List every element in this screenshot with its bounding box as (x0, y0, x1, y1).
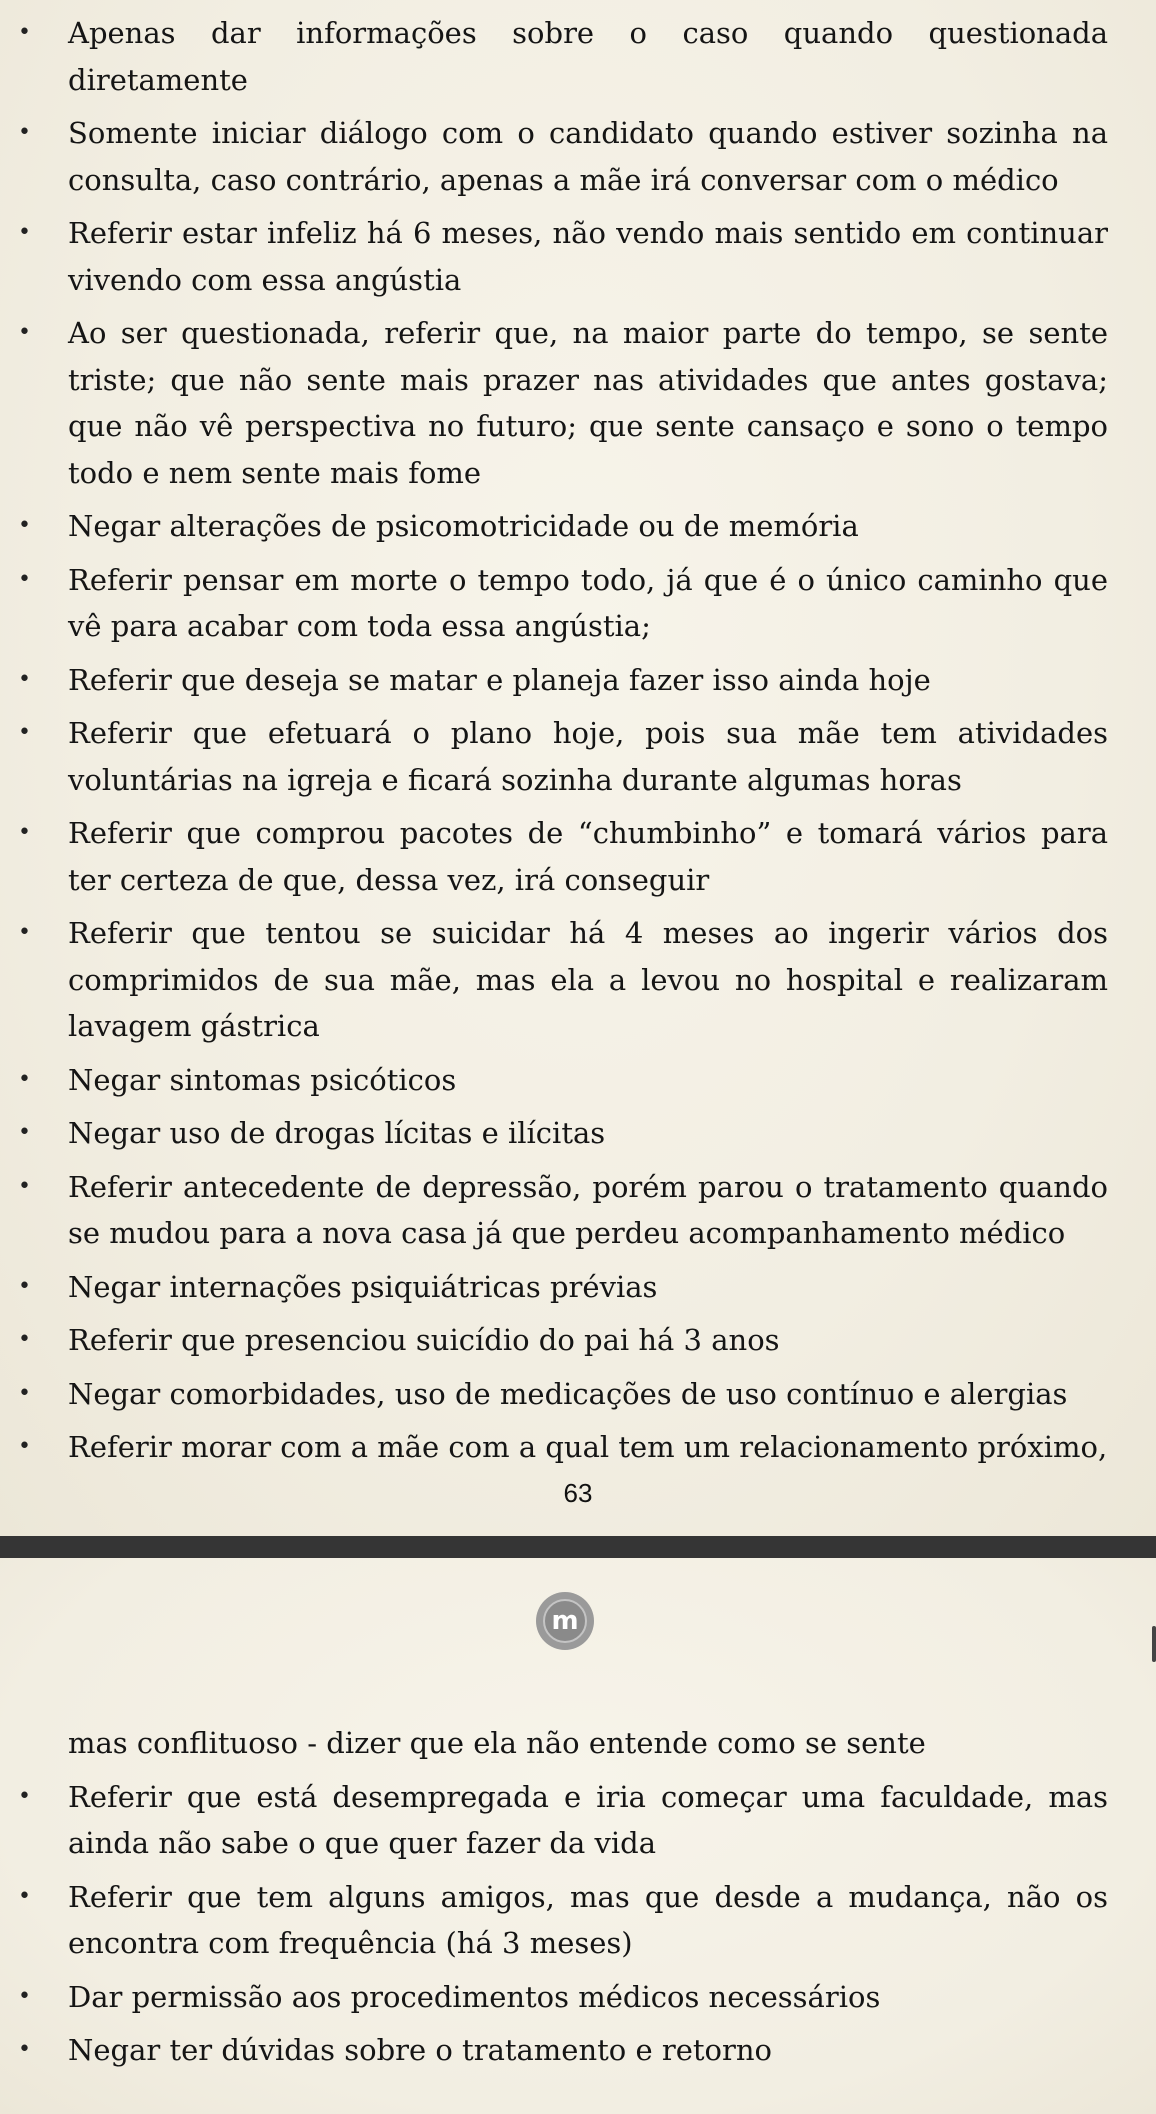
list-item: • Ao ser questionada, referir que, na maior parte do tempo, se sente triste; que não sente mais prazer nas atividades que antes gostava; que não vê perspectiva no futuro; que sente cansaço e sono o tempo todo e nem sente mais fome (0, 310, 1156, 496)
list-item: • Referir que comprou pacotes de “chumbinho” e tomará vários para ter certeza de que, dessa vez, irá conseguir (0, 810, 1156, 903)
logo-badge (536, 1592, 594, 1650)
list-item: • Negar ter dúvidas sobre o tratamento e retorno (0, 2027, 1156, 2074)
list-item: • Referir que está desempregada e iria começar uma faculdade, mas ainda não sabe o que quer fazer da vida (0, 1774, 1156, 1867)
list-item: • Negar internações psiquiátricas prévias (0, 1264, 1156, 1311)
bottom-bullet-list (0, 1720, 1156, 2081)
list-item: • Referir que tem alguns amigos, mas que desde a mudança, não os encontra com frequência (há 3 meses) (0, 1874, 1156, 1967)
list-item-continuation: mas conflituoso - dizer que ela não entende como se sente (68, 1726, 926, 1760)
list-item: • Referir que efetuará o plano hoje, pois sua mãe tem atividades voluntárias na igreja e ficará sozinha durante algumas horas (0, 710, 1156, 803)
scroll-edge-marker[interactable] (1152, 1626, 1156, 1662)
list-item: • Referir morar com a mãe com a qual tem um relacionamento próximo, (0, 1424, 1156, 1471)
list-item: • Apenas dar informações sobre o caso quando questionada diretamente (0, 10, 1156, 103)
list-item: • Somente iniciar diálogo com o candidato quando estiver sozinha na consulta, caso contrário, apenas a mãe irá conversar com o médico (0, 110, 1156, 203)
list-item: • Referir que presenciou suicídio do pai há 3 anos (0, 1317, 1156, 1364)
list-item: • Dar permissão aos procedimentos médicos necessários (0, 1974, 1156, 2021)
list-item: • Referir antecedente de depressão, porém parou o tratamento quando se mudou para a nova casa já que perdeu acompanhamento médico (0, 1164, 1156, 1257)
list-item: • Negar alterações de psicomotricidade ou de memória (0, 503, 1156, 550)
list-item: • Negar sintomas psicóticos (0, 1057, 1156, 1104)
list-item: • Referir pensar em morte o tempo todo, já que é o único caminho que vê para acabar com toda essa angústia; (0, 557, 1156, 650)
list-item: • Negar uso de drogas lícitas e ilícitas (0, 1110, 1156, 1157)
list-item: • Negar comorbidades, uso de medicações de uso contínuo e alergias (0, 1371, 1156, 1418)
list-item: • Referir que deseja se matar e planeja fazer isso ainda hoje (0, 657, 1156, 704)
list-item: • Referir estar infeliz há 6 meses, não vendo mais sentido em continuar vivendo com essa angústia (0, 210, 1156, 303)
page-number: 63 (563, 1478, 593, 1508)
list-item: • Referir que tentou se suicidar há 4 meses ao ingerir vários dos comprimidos de sua mãe, mas ela a levou no hospital e realizaram lavagem gástrica (0, 910, 1156, 1050)
top-bullet-list (0, 10, 1156, 1478)
page-divider (0, 1536, 1156, 1558)
m-logo-icon: m (543, 1599, 587, 1643)
